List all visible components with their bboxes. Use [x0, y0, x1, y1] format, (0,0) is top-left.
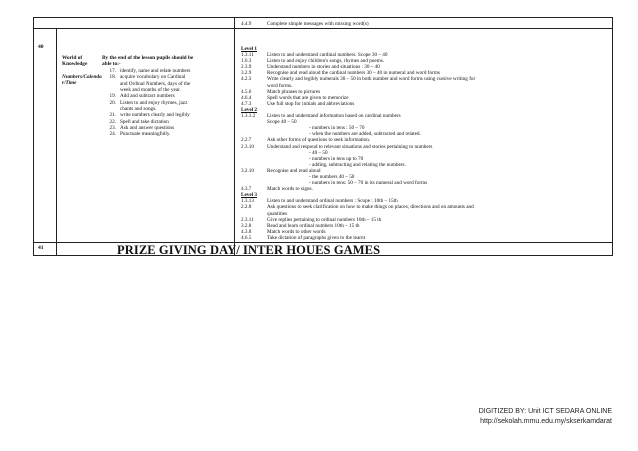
digitized-footer [479, 407, 612, 427]
skill-description: - adding, subtracting and relating the numbers. [309, 161, 406, 168]
skill-description: Use full stop for initials and abbreviations [267, 100, 355, 107]
skill-code: 1.3.11 [241, 52, 254, 59]
top-skill-code: 4.4.9 [241, 21, 252, 27]
skill-code: 2.2.8 [241, 204, 252, 211]
event-title: PRIZE GIVING DAY/ INTER HOUES GAMES [117, 243, 381, 257]
skill-description: Read and learn ordinal numbers 10th – 15 th [267, 222, 360, 229]
skill-code: 3.2.8 [241, 222, 252, 229]
skill-code: 2.3.11 [241, 216, 254, 223]
level-label: Level 1 [241, 46, 257, 52]
skill-row [241, 101, 613, 107]
skill-description: Give replies pertaining to ordinal numbers 10th – 15 th [267, 216, 382, 223]
skill-description: - numbers in tens up to 70 [309, 155, 364, 162]
skill-description: Match words to signs. [267, 186, 313, 193]
skill-code: 3.2.10 [241, 167, 254, 174]
learning-outcomes-list [102, 68, 190, 138]
outcome-text: acquire vocabulary on Cardinal [120, 74, 186, 81]
theme [62, 55, 87, 68]
level-label: Level 2 [241, 106, 257, 113]
outcome-number: 20. [109, 99, 116, 106]
skill-description: Match words to other words [267, 228, 326, 235]
skill-code: 4.3.7 [241, 186, 252, 193]
skill-description: Spell words that are given to memorize [267, 94, 349, 101]
skill-code: 4.6.5 [241, 234, 252, 241]
skill-row [241, 235, 613, 241]
skill-code: 2.2.7 [241, 137, 252, 144]
footer-url: http://sekolah.mmu.edu.my/skserkamdarat [480, 418, 612, 425]
col-divider [234, 18, 235, 255]
outcome-text: Listen to and enjoy rhymes, jazz [120, 99, 188, 106]
outcome-number: 23. [109, 125, 116, 132]
outcome-item [102, 131, 190, 137]
outcome-text: Ask and answer questions [120, 125, 175, 132]
week-number-41: 41 [38, 245, 44, 251]
outcome-text: week and months of the year. [120, 87, 181, 94]
skill-description: Recognise and read aloud the cardinal numbers 30 – 40 in numeral and word forms [267, 70, 440, 77]
outcome-number: 18. [109, 74, 116, 81]
theme-line: Knowledge [62, 61, 88, 68]
skill-description: Listen to and understand ordinal numbers : Scope : 10th – 15th [267, 198, 398, 205]
skill-description: - the numbers 40 – 50 [309, 173, 355, 180]
skill-code: 3.2.9 [241, 70, 252, 77]
skill-description: - numbers in tens : 50 – 70 [309, 125, 365, 132]
footer-line: DIGITIZED BY: Unit ICT SEDARA ONLINE [478, 408, 612, 415]
skill-description: Write clearly and legibly numerals 30 – 50 in both number and word forms using cursive writing for [267, 76, 476, 83]
outcome-text: Punctuate meaningfully. [120, 131, 171, 138]
topic-line: r/Time [62, 80, 77, 87]
outcomes-heading [102, 55, 193, 68]
outcomes-heading-line: By the end of the lesson pupils should be [102, 55, 194, 61]
topic-line: Numbers/Calenda [62, 74, 102, 80]
outcomes-heading-line: able to:- [102, 61, 121, 68]
skill-code: 1.6.3 [241, 58, 252, 65]
skill-description: Understand and respond to relevant situations and stories pertaining to numbers [267, 143, 433, 150]
outcome-text: chants and songs. [120, 106, 157, 113]
outcome-number: 24. [109, 131, 116, 138]
outcome-text: and Ordinal Numbers, days of the [120, 80, 191, 87]
skill-code: 2.3.9 [241, 64, 252, 71]
skills-list [241, 46, 613, 241]
outcome-text: Add and subtract numbers [120, 93, 175, 100]
outcome-number: 17. [109, 68, 116, 74]
skill-code: 1.3.13 [241, 198, 254, 205]
skill-description: Listen to and enjoy children's songs, rhymes and poems. [267, 58, 385, 65]
level-label: Level 3 [241, 192, 257, 199]
top-skill-text: Complete simple messages with missing word(s) [267, 21, 369, 27]
outcome-text: write numbers clearly and legibly [120, 112, 190, 119]
skill-code: 4.2.3 [241, 76, 252, 83]
skill-description: Take dictation of paragraphs given to the learnt [267, 234, 366, 241]
skill-description: quantities [267, 210, 288, 217]
week-number: 40 [38, 44, 44, 50]
skill-description: Listen to and understand information based on cardinal numbers [267, 113, 401, 120]
outcome-number: 22. [109, 118, 116, 125]
skill-description: Recognise and read aloud [267, 167, 321, 174]
skill-description: Scope 40 – 50 [267, 119, 297, 126]
skill-code: 2.3.10 [241, 143, 254, 150]
skill-code: 4.6.4 [241, 94, 252, 101]
skill-code: 4.7.3 [241, 100, 252, 107]
skill-description: - 40 – 50 [309, 149, 328, 156]
skill-description: Understand numbers in stories and situations : 30 – 40 [267, 64, 380, 71]
skill-code: 4.5.6 [241, 88, 252, 95]
skill-description: - numbers in tens: 50 – 70 in its numeral and word forms [309, 180, 428, 187]
skill-row [241, 186, 613, 192]
col-divider [56, 28, 57, 255]
skill-description: Ask questions to seek clarification on how to make things on places, directions and on amounts and [267, 204, 474, 211]
row-divider [34, 28, 612, 29]
topic [62, 74, 102, 87]
skill-code: 1.3.1.2 [241, 113, 256, 120]
skill-description: Ask other forms of questions to seek information. [267, 137, 371, 144]
outcome-number: 21. [109, 112, 116, 119]
skill-description: - when the numbers are added, subtracted and related. [309, 131, 421, 138]
skill-code: 4.3.8 [241, 228, 252, 235]
outcome-text: identify, name and relate numbers [120, 68, 191, 74]
skill-description: word forms. [267, 82, 293, 89]
theme-line: World of [62, 55, 83, 61]
skill-description: Listen to and understand cardinal numbers. Scope 30 – 40 [267, 52, 388, 59]
skill-description: Match phrases to pictures [267, 88, 321, 95]
outcome-text: Spell and take dictation [120, 118, 169, 125]
outcome-number: 19. [109, 93, 116, 100]
